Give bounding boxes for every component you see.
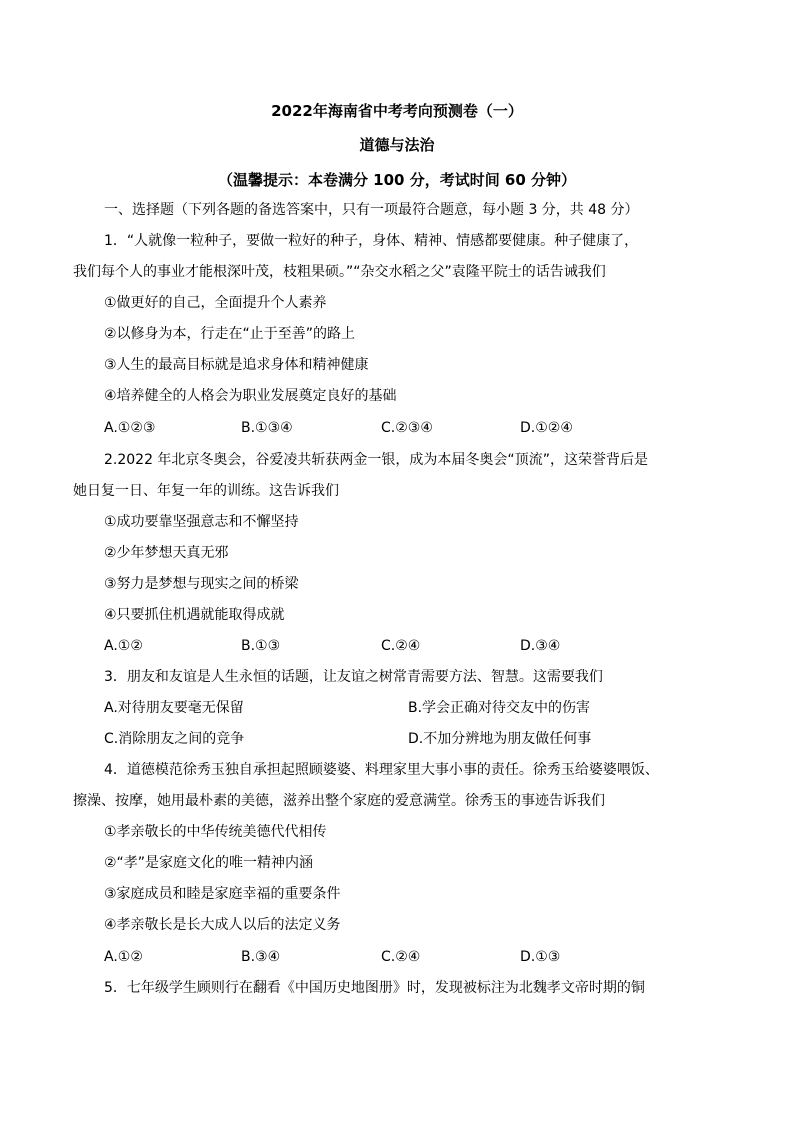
q4-option-a[interactable]: A.①② [104, 949, 143, 965]
exam-tip: （温馨提示：本卷满分 100 分，考试时间 60 分钟） [217, 171, 577, 189]
q1-option-d[interactable]: D.①②④ [520, 420, 573, 436]
q5-stem-line1: 5．七年级学生顾则行在翻看《中国历史地图册》时，发现被标注为北魏孝文帝时期的铜 [104, 980, 645, 996]
q1-stem-line2: 我们每个人的事业才能根深叶茂，枝粗果硕。”“杂交水稻之父”袁隆平院士的话告诫我们 [73, 264, 606, 280]
q4-stem-line1: 4．道德模范徐秀玉独自承担起照顾婆婆、料理家里大事小事的责任。徐秀玉给婆婆喂饭、 [104, 762, 659, 778]
q3-option-d[interactable]: D.不加分辨地为朋友做任何事 [408, 731, 592, 747]
q4-item-1: ①孝亲敬长的中华传统美德代代相传 [104, 824, 327, 840]
q3-options-row1 [104, 698, 724, 718]
subject-title: 道德与法治 [359, 136, 435, 154]
q4-item-4: ④孝亲敬长是长大成人以后的法定义务 [104, 917, 341, 933]
q1-stem-line1: 1．“人就像一粒种子，要做一粒好的种子，身体、精神、情感都要健康。种子健康了， [104, 233, 639, 249]
q2-stem-line2: 她日复一日、年复一年的训练。这告诉我们 [73, 483, 339, 499]
q1-item-3: ③人生的最高目标就是追求身体和精神健康 [104, 357, 369, 373]
q3-option-b[interactable]: B.学会正确对待交友中的伤害 [408, 700, 591, 716]
q2-item-4: ④只要抓住机遇就能取得成就 [104, 607, 285, 623]
q1-options [104, 418, 724, 438]
q2-stem-line1: 2.2022 年北京冬奥会，谷爱凌共斩获两金一银，成为本届冬奥会“顶流”，这荣誉背后是 [104, 452, 648, 468]
q1-item-2: ②以修身为本，行走在“止于至善”的路上 [104, 326, 356, 342]
q2-option-b[interactable]: B.①③ [241, 638, 281, 654]
q1-option-b[interactable]: B.①③④ [241, 420, 293, 436]
q4-item-3: ③家庭成员和睦是家庭幸福的重要条件 [104, 886, 341, 902]
q4-option-d[interactable]: D.①③ [520, 949, 561, 965]
q4-stem-line2: 擦澡、按摩，她用最朴素的美德，滋养出整个家庭的爱意满堂。徐秀玉的事迹告诉我们 [73, 793, 605, 809]
q2-item-1: ①成功要靠坚强意志和不懈坚持 [104, 514, 299, 530]
q3-option-a[interactable]: A.对待朋友要毫无保留 [104, 700, 244, 716]
q3-stem-line1: 3．朋友和友谊是人生永恒的话题，让友谊之树常青需要方法、智慧。这需要我们 [104, 669, 603, 685]
exam-title: 2022年海南省中考考向预测卷（一） [271, 102, 523, 120]
q4-options [104, 947, 724, 967]
q1-item-1: ①做更好的自己，全面提升个人素养 [104, 295, 327, 311]
q4-item-2: ②“孝”是家庭文化的唯一精神内涵 [104, 855, 314, 871]
q3-option-c[interactable]: C.消除朋友之间的竞争 [104, 731, 245, 747]
q4-option-c[interactable]: C.②④ [381, 949, 421, 965]
q4-option-b[interactable]: B.③④ [241, 949, 281, 965]
section-heading: 一、选择题（下列各题的备选答案中，只有一项最符合题意，每小题 3 分，共 48 分） [104, 202, 639, 218]
q1-option-c[interactable]: C.②③④ [381, 420, 433, 436]
q3-options-row2 [104, 729, 724, 749]
q1-option-a[interactable]: A.①②③ [104, 420, 156, 436]
q2-option-c[interactable]: C.②④ [381, 638, 421, 654]
q2-options [104, 636, 724, 656]
q2-option-a[interactable]: A.①② [104, 638, 143, 654]
q2-item-3: ③努力是梦想与现实之间的桥梁 [104, 576, 299, 592]
q2-item-2: ②少年梦想天真无邪 [104, 545, 229, 561]
q2-option-d[interactable]: D.③④ [520, 638, 561, 654]
q1-item-4: ④培养健全的人格会为职业发展奠定良好的基础 [104, 388, 397, 404]
